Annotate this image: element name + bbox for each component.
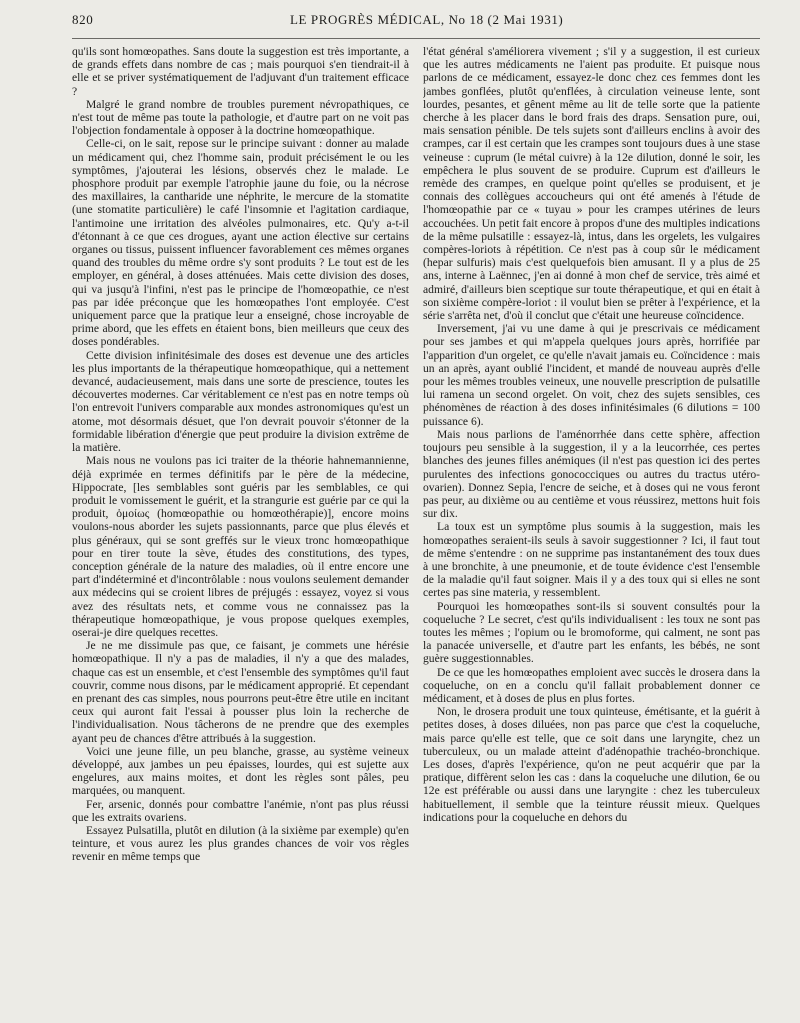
paragraph: Celle-ci, on le sait, repose sur le principe suivant : donner au malade un médicament qui, chez l'homme sain, produit précisément le ou les symptômes, j'ajouterai les lésions, observés chez le malade. Le phosphore produit par exemple l'atrophie jaune du foie, ou la nécrose des maxillaires, la cantharide une néphrite, le mercure de la stomatite (une stomatite particulière) le café l'insomnie et l'agitation cardiaque, l'antimoine une irritation des alvéoles pulmonaires, etc. Qu'y a-t-il d'étonnant à ce que ces drogues, ayant une action élective sur certains organes ou tissus, puissent influencer favorablement ces mêmes organes quand des troubles du même ordre s'y sont produits ? Le tout est de les employer, en général, à doses atténuées. Mais cette division des doses, qui va jusqu'à l'infini, n'est pas le principe de l'homœopathie, ce n'est pas par idée préconçue que les homœopathes l'ont employée. C'est uniquement parce que la pratique leur a enseigné, chose incroyable de prime abord, que les effets en étaient bons, bien meilleurs que ceux des doses pondérables. xyxy=(72,137,409,349)
paragraph: Pourquoi les homœopathes sont-ils si souvent consultés pour la coqueluche ? Le secret, c'est qu'ils individualisent : les toux ne sont pas toutes les mêmes ; l'opium ou le bromoforme, qui calment, ne sont pas la panacée universelle, et d'autre part les enfants, les bébés, ne sont guère suggestionnables. xyxy=(423,599,760,666)
page-number: 820 xyxy=(72,12,94,27)
paragraph: qu'ils sont homœopathes. Sans doute la suggestion est très importante, a de grands effets dans nombre de cas ; mais pourquoi s'en tiendrait-il à elle et se priver systématiquement de l'adjuvant d'un traitement efficace ? xyxy=(72,45,409,98)
paragraph: Non, le drosera produit une toux quinteuse, émétisante, et la guérit à petites doses, à doses diluées, non pas parce que c'est la coqueluche, mais parce qu'elle est telle, que ce soit dans une laryngite, chez un tuberculeux, ou un malade atteint d'adénopathie trachéo-bronchique. Les doses, d'après l'expérience, qu'on ne peut acquérir que par la pratique, diffèrent selon les cas : dans la coqueluche une dilution, 6e ou 12e est préférable ou aussi dans une laryngite : chez les tuberculeux habituellement, il semble que la teinture réussit mieux. Quelques indications pour la coqueluche en dehors du xyxy=(423,705,760,824)
paragraph: Mais nous ne voulons pas ici traiter de la théorie hahnemannienne, déjà exprimée en termes définitifs par le père de la médecine, Hippocrate, [les semblables sont guéris par les semblables, ce qui produit le vomissement le guérit, et la strangurie est guérie par ce qui la produit, ὁμοίως (homœopathie ou homœothérapie)], encore moins voulons-nous aborder les sujets passionnants, parce que plus élevés et plus généraux, qui se sont greffés sur le vieux tronc homœopathique pour en tirer toute la sève, études des constitutions, des types, conception générale de la nature des maladies, où il entre encore une part d'indéterminé et d'incontrôlable : nous voulons seulement demander aux médecins qui se croient libres de préjugés : essayez, voyez si vous avez des résultats nets, et comme vous ne connaissez pas la thérapeutique homœopathique, je vous propose quelques exemples, oserai-je dire quelques recettes. xyxy=(72,454,409,639)
paragraph: De ce que les homœopathes emploient avec succès le drosera dans la coqueluche, on en a conclu qu'il fallait probablement donner ce médicament, et à doses de plus en plus fortes. xyxy=(423,665,760,705)
left-column xyxy=(72,45,409,1020)
paragraph: Essayez Pulsatilla, plutôt en dilution (à la sixième par exemple) qu'en teinture, et vous aurez les plus grandes chances de voir vos règles revenir en même temps que xyxy=(72,823,409,864)
text-columns xyxy=(72,45,760,1020)
paragraph: l'état général s'améliorera vivement ; s'il y a suggestion, il est curieux que les autres médicaments ne l'aient pas produite. Et puisque nous parlons de ce médicament, essayez-le donc chez ces femmes dont les jambes gonflées, plutôt qu'enflées, à circulation veineuse lente, sont lourdes, pesantes, et gênent même au lit de telle sorte que la patiente cherche à les placer dans le bord frais des draps. Sensation pure, oui, mais sensation pénible. De tels sujets sont d'ailleurs enclins à avoir des crampes, car il est certain que les crampes sont toujours dues à une stase veineuse : cuprum (le métal cuivre) à la 12e dilution, donné le soir, les empêchera le plus souvent de se produire. Cuprum est d'ailleurs le remède des crampes, en quelque point qu'elles se produisent, et je connais des collègues accoucheurs qui ont été amenés à l'étude de l'homœopathie par ce « tuyau » pour les crampes utérines de leurs accouchées. Un petit fait encore à propos d'une des multiples indications de la même pulsatille : essayez-là, intus, dans les orgelets, les vulgaires compères-loriots à répétition. Ce n'est pas à coup sûr le médicament (hepar sulfuris) mais c'est quelquefois bien amusant. Il y a plus de 25 ans, interne à Laënnec, j'en ai donné à mon chef de service, très aimé et admiré, d'ailleurs bien sceptique sur toute thérapeutique, et qui en était à son sixième compère-loriot : il voulut bien se prêter à l'expérience, et la série s'arrêta net, d'où il conclut que c'était une heureuse coïncidence. xyxy=(423,45,760,323)
paragraph: Malgré le grand nombre de troubles purement névropathiques, ce n'est tout de même pas toute la pathologie, et d'autre part on ne voit pas l'objection fondamentale à opposer à la doctrine homœopathique. xyxy=(72,97,409,138)
header-rule xyxy=(72,38,760,39)
paragraph: Mais nous parlions de l'aménorrhée dans cette sphère, affection toujours peu sensible à la suggestion, il y a la leucorrhée, ces pertes blanches des jeunes filles anémiques (il n'est pas question ici des pertes purulentes des infections gonococciques ou autres du tractus utéro-ovarien). Donnez Sepia, l'encre de seiche, et à doses qui ne vous feront pas peur, au dixième ou au centième et vous réussirez, mettons huit fois sur dix. xyxy=(423,427,760,521)
paragraph: La toux est un symptôme plus soumis à la suggestion, mais les homœopathes seraient-ils seuls à savoir suggestionner ? Ici, il faut tout de même s'entendre : on ne supprime pas instantanément des toux dues à une bronchite, à une pneumonie, et de toute évidence c'est l'ensemble de la maladie qu'il faut soigner. Mais il y a des toux qui si elles ne sont certes pas sine materia, y ressemblent. xyxy=(423,520,760,600)
paragraph: Fer, arsenic, donnés pour combattre l'anémie, n'ont pas plus réussi que les extraits ovariens. xyxy=(72,797,409,824)
paragraph: Voici une jeune fille, un peu blanche, grasse, au système veineux développé, aux jambes un peu épaisses, lourdes, qui est sujette aux engelures, aux mains moites, et dont les règles sont pâles, peu marquées, ou manquent. xyxy=(72,744,409,798)
right-column xyxy=(423,45,760,1020)
paragraph: Je ne me dissimule pas que, ce faisant, je commets une hérésie homœopathique. Il n'y a pas de maladies, il n'y a que des malades, chaque cas est un ensemble, et c'est l'ensemble des symptômes qu'il faut couvrir, comme nous disons, par le médicament approprié. Et cependant en prenant des cas simples, nous pourrons peut-être être utile en incitant ceux qui auront fait l'essai à pousser plus loin la recherche de l'individualisation. Nous tâcherons de ne prendre que des exemples ayant peu de chances d'être attribués à la suggestion. xyxy=(72,639,409,745)
running-head xyxy=(72,12,760,34)
journal-title: LE PROGRÈS MÉDICAL, No 18 (2 Mai 1931) xyxy=(289,12,564,27)
paragraph: Inversement, j'ai vu une dame à qui je prescrivais ce médicament pour ses jambes et qui m'appela quelques jours après, horrifiée par l'apparition d'un orgelet, ce qu'elle n'avait jamais eu. Coïncidence : mais un an après, ayant oublié l'incident, et mandé de nouveau auprès d'elle pour les mêmes troubles veineux, une nouvelle prescription de pulsatille lui ramena un second orgelet. On voit, chez des sujets sensibles, ces phénomènes de réaction à des doses infinitésimales (6 dilutions = 100 puissance 6). xyxy=(423,322,760,428)
paragraph: Cette division infinitésimale des doses est devenue une des articles les plus importants de la thérapeutique homœopathique, qui a nettement devancé, audacieusement, mais dans une sorte de prescience, toutes les découvertes modernes. Car véritablement ce n'est pas en notre temps où l'on entrevoit l'univers comparable aux mondes astronomiques qu'est un atome, mot désormais désuet, que l'on devrait pouvoir s'étonner de la formidable libération d'énergie que peut produire la division extrême de la matière. xyxy=(72,348,409,455)
